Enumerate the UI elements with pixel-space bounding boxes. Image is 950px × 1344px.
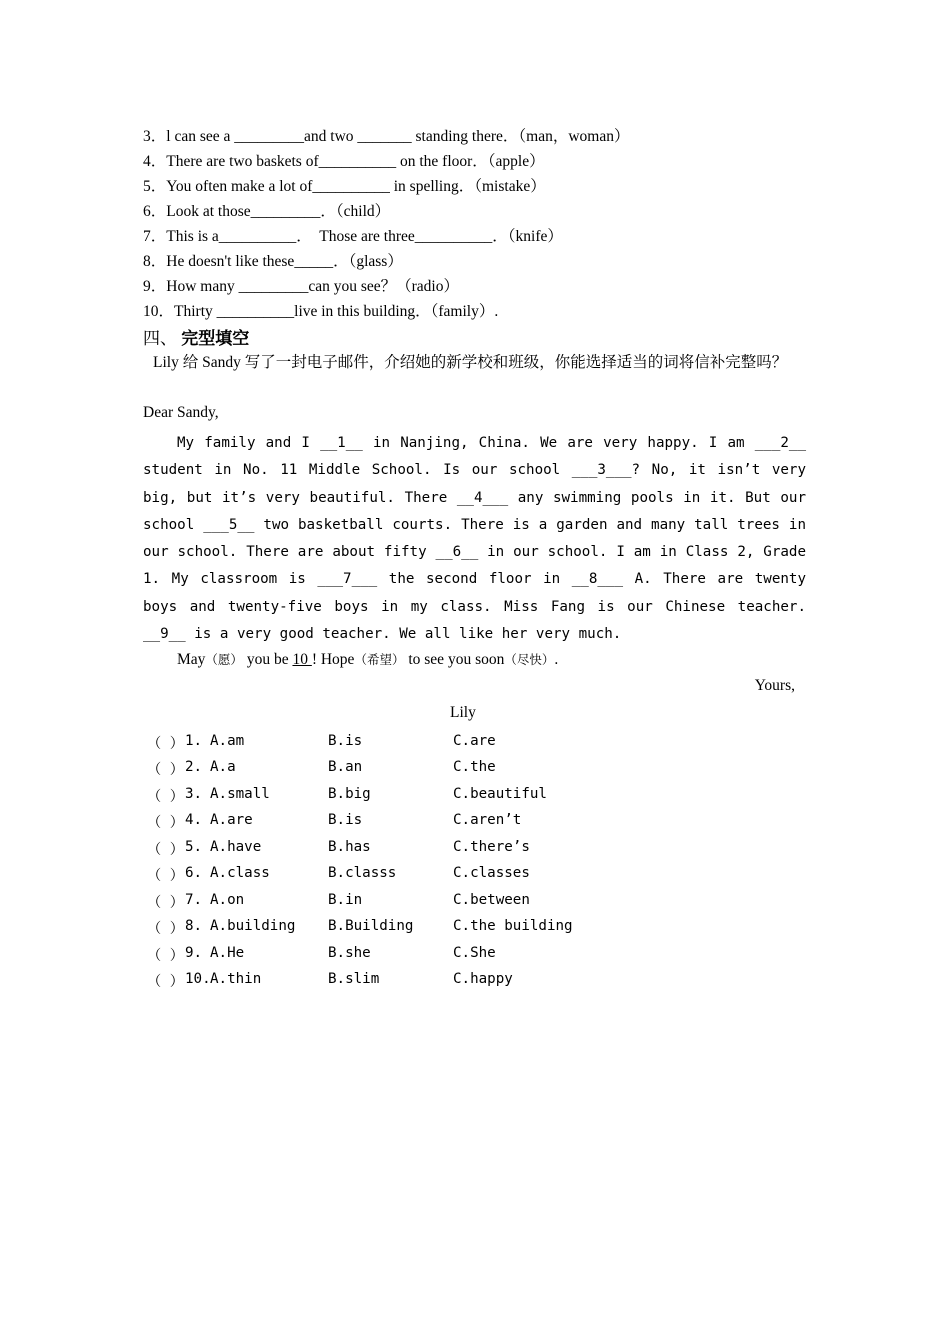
question-number: 7． xyxy=(143,228,167,245)
question-text: There are two baskets of__________ on the floor．（apple） xyxy=(166,153,545,170)
question-6 xyxy=(143,199,390,224)
option-number: 2. xyxy=(185,759,203,775)
option-a: A.are xyxy=(210,812,253,828)
question-text: This is a__________． Those are three__________．（knife） xyxy=(166,228,563,245)
closing-gloss: （尽快） xyxy=(504,653,555,667)
question-4 xyxy=(143,149,545,174)
question-text: l can see a _________and two _______ standing there．（man，woman） xyxy=(166,128,630,145)
option-b: B.slim xyxy=(328,971,380,987)
option-number: 1. xyxy=(185,733,203,749)
closing-text: you be xyxy=(242,651,293,668)
letter-body: My family and I __1__ in Nanjing, China. We are very happy. I am ___2__ student in No. 11 Middle School. Is our school ___3___? No, it isn’t very big, but it’s very beautiful. There __4___ any swimming pools in it. But our school ___5__ two basketball courts. There is a garden and many tall trees in our school. There are about fifty __6__ in our school. I am in Class 2, Grade 1. My classroom is ___7___ the second floor in __8___ A. There are twenty boys and twenty-five boys in my class. Miss Fang is our Chinese teacher. __9__ is a very good teacher. We all like her very much. xyxy=(143,435,806,643)
option-c: C.classes xyxy=(453,865,530,881)
closing-text: to see you soon xyxy=(404,651,505,668)
option-b: B.big xyxy=(328,786,371,802)
option-a: A.building xyxy=(210,918,296,934)
question-number: 8． xyxy=(143,253,167,270)
letter-sign-off: Yours, xyxy=(754,677,795,694)
option-c: C.the xyxy=(453,759,496,775)
answer-bracket[interactable]: （ ） xyxy=(147,736,184,752)
closing-text: May xyxy=(177,651,206,668)
question-number: 5． xyxy=(143,178,167,195)
question-number: 4． xyxy=(143,153,167,170)
option-a: A.on xyxy=(210,892,245,908)
option-number: 10. xyxy=(185,971,211,987)
question-8 xyxy=(143,249,403,274)
question-number: 6． xyxy=(143,203,167,220)
answer-bracket[interactable]: （ ） xyxy=(147,974,184,990)
question-3 xyxy=(143,124,629,149)
option-c: C.She xyxy=(453,945,496,961)
closing-text: . xyxy=(554,651,559,668)
option-c: C.beautiful xyxy=(453,786,547,802)
answer-bracket[interactable]: （ ） xyxy=(147,815,184,831)
option-number: 7. xyxy=(185,892,203,908)
option-c: C.aren’t xyxy=(453,812,522,828)
question-text: You often make a lot of__________ in spelling．（mistake） xyxy=(166,178,546,195)
option-a: A.small xyxy=(210,786,270,802)
section-number: 四、 xyxy=(143,329,177,348)
option-b: B.is xyxy=(328,733,363,749)
option-number: 9. xyxy=(185,945,203,961)
option-a: A.class xyxy=(210,865,270,881)
question-text: How many _________can you see？（radio） xyxy=(166,278,459,295)
option-number: 6. xyxy=(185,865,203,881)
answer-bracket[interactable]: （ ） xyxy=(147,921,184,937)
answer-bracket[interactable]: （ ） xyxy=(147,895,184,911)
answer-bracket[interactable]: （ ） xyxy=(147,948,184,964)
letter-signature: Lily xyxy=(450,704,476,721)
option-b: B.Building xyxy=(328,918,414,934)
option-c: C.between xyxy=(453,892,530,908)
option-number: 3. xyxy=(185,786,203,802)
closing-text: ! Hope xyxy=(311,651,355,668)
closing-gloss: （愿） xyxy=(205,653,243,667)
question-text: Look at those_________．（child） xyxy=(166,203,391,220)
option-c: C.the building xyxy=(453,918,573,934)
letter-closing-line xyxy=(177,650,558,669)
question-5 xyxy=(143,174,546,199)
option-c: C.are xyxy=(453,733,496,749)
question-text: Thirty __________live in this building．（family）. xyxy=(174,303,499,320)
option-a: A.have xyxy=(210,839,262,855)
option-b: B.classs xyxy=(328,865,397,881)
answer-bracket[interactable]: （ ） xyxy=(147,762,184,778)
option-a: A.thin xyxy=(210,971,262,987)
option-b: B.has xyxy=(328,839,371,855)
section-intro: Lily 给 Sandy 写了一封电子邮件，介绍她的新学校和班级，你能选择适当的词将信补完整吗？ xyxy=(153,354,788,371)
question-number: 9． xyxy=(143,278,167,295)
section-title: 完型填空 xyxy=(181,329,250,349)
letter-greeting: Dear Sandy, xyxy=(143,404,219,421)
option-b: B.she xyxy=(328,945,371,961)
closing-blank: 10 xyxy=(292,651,312,668)
question-number: 10． xyxy=(143,303,175,320)
option-b: B.in xyxy=(328,892,363,908)
section-heading xyxy=(143,324,249,349)
question-10 xyxy=(143,299,498,324)
option-c: C.there’s xyxy=(453,839,530,855)
option-c: C.happy xyxy=(453,971,513,987)
option-b: B.is xyxy=(328,812,363,828)
option-number: 5. xyxy=(185,839,203,855)
option-b: B.an xyxy=(328,759,363,775)
option-a: A.am xyxy=(210,733,245,749)
option-a: A.He xyxy=(210,945,245,961)
question-number: 3． xyxy=(143,128,167,145)
closing-gloss: （希望） xyxy=(354,653,405,667)
question-9 xyxy=(143,274,459,299)
question-text: He doesn't like these_____．（glass） xyxy=(166,253,403,270)
option-number: 4. xyxy=(185,812,203,828)
answer-bracket[interactable]: （ ） xyxy=(147,868,184,884)
option-a: A.a xyxy=(210,759,236,775)
question-7 xyxy=(143,224,563,249)
option-number: 8. xyxy=(185,918,203,934)
answer-bracket[interactable]: （ ） xyxy=(147,789,184,805)
answer-bracket[interactable]: （ ） xyxy=(147,842,184,858)
